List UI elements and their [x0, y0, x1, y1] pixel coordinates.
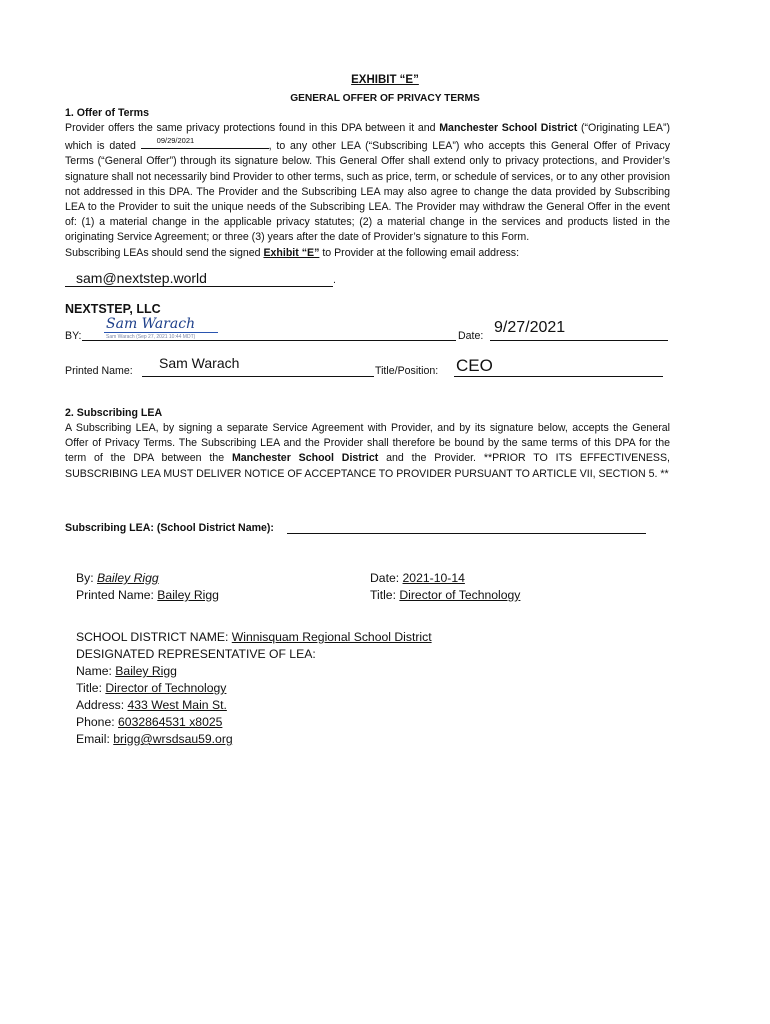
- dated-field: [141, 136, 269, 149]
- section2-heading: 2. Subscribing LEA: [65, 407, 163, 419]
- provider-date-line: [490, 340, 668, 341]
- manchester-district-name: Manchester School District: [231, 452, 379, 465]
- provider-signature-line: [82, 340, 456, 341]
- section1-heading: 1. Offer of Terms: [65, 107, 149, 119]
- provider-title-line: [454, 376, 663, 377]
- provider-printed-name-label: Printed Name:: [65, 365, 133, 377]
- subscriber-signature: Bailey Rigg: [97, 571, 159, 585]
- school-district-name: SCHOOL DISTRICT NAME: Winnisquam Regional School District: [76, 630, 432, 644]
- representative-title: Title: Director of Technology: [76, 681, 227, 695]
- exhibit-e-reference: Exhibit “E”: [263, 246, 320, 259]
- subscriber-title-value: Director of Technology: [399, 588, 521, 602]
- representative-name-value: Bailey Rigg: [115, 664, 177, 678]
- offer-of-terms-paragraph: Provider offers the same privacy protections found in this DPA between it and Manchester School District (“Originating LEA”) which is dated 09/29/2021 , to any other LEA (“Subscribing LEA”) who accepts this General Offer of Privacy Terms (“General Offer”) through its signature below. This General Offer shall extend only to privacy protections, and Provider’s signature shall not necessarily bind Provider to other terms, such as price, term, or schedule of services, or to any other provision not addressed in this DPA. The Provider and the Subscribing LEA may also agree to change the data provided by Subscribing LEA to the Provider to suit the unique needs of the Subscribing LEA. The Provider may withdraw the General Offer in the event of: (1) a material change in the applicable privacy statutes; (2) a material change in the services and products listed in the originating Service Agreement; or three (3) years after the date of Provider’s signature to this Form. Subscribing LEAs should send the signed Exhibit “E” to Provider at the following email address:: [65, 122, 671, 259]
- provider-title-label: Title/Position:: [375, 365, 439, 377]
- school-district-name-value: Winnisquam Regional School District: [231, 630, 432, 644]
- provider-by-label: BY:: [65, 330, 82, 342]
- representative-email-value: brigg@wrsdsau59.org: [113, 732, 233, 746]
- subscriber-title: Title: Director of Technology: [370, 588, 521, 602]
- subscribing-lea-label: Subscribing LEA: (School District Name):: [65, 522, 274, 534]
- representative-address: Address: 433 West Main St.: [76, 698, 227, 712]
- subscriber-printed-name: Printed Name: Bailey Rigg: [76, 588, 219, 602]
- dated-value: 09/29/2021: [156, 136, 195, 146]
- subscriber-printed-name-value: Bailey Rigg: [157, 588, 219, 602]
- subscriber-by: By: Bailey Rigg: [76, 571, 159, 585]
- representative-address-value: 433 West Main St.: [127, 698, 227, 712]
- representative-name: Name: Bailey Rigg: [76, 664, 177, 678]
- representative-phone-value: 6032864531 x8025: [118, 715, 223, 729]
- provider-date-label: Date:: [458, 330, 484, 342]
- representative-email: Email: brigg@wrsdsau59.org: [76, 732, 233, 746]
- subscribing-lea-paragraph: A Subscribing LEA, by signing a separate Service Agreement with Provider, and by its signature below, accepts the General Offer of Privacy Terms. The Subscribing LEA and the Provider shall therefore be bound by the same terms of this DPA for the term of the DPA between the Manchester School District and the Provider. **PRIOR TO ITS EFFECTIVENESS, SUBSCRIBING LEA MUST DELIVER NOTICE OF ACCEPTANCE TO PROVIDER PURSUANT TO ARTICLE VII, SECTION 5. **: [65, 422, 670, 480]
- provider-title-value: CEO: [456, 356, 493, 375]
- subscriber-date-value: 2021-10-14: [402, 571, 465, 585]
- subscribing-lea-line: [287, 533, 646, 534]
- subscriber-date: Date: 2021-10-14: [370, 571, 465, 585]
- exhibit-title: EXHIBIT “E”: [351, 74, 419, 86]
- document-subtitle: GENERAL OFFER OF PRIVACY TERMS: [290, 93, 480, 104]
- designated-representative-label: DESIGNATED REPRESENTATIVE OF LEA:: [76, 647, 316, 661]
- provider-company-name: NEXTSTEP, LLC: [65, 302, 161, 316]
- provider-signature: Sam Warach: [106, 316, 196, 332]
- email-underline: [65, 286, 333, 287]
- provider-printed-name-line: [142, 376, 374, 377]
- originating-district-name: Manchester School District: [439, 122, 578, 134]
- representative-phone: Phone: 6032864531 x8025: [76, 715, 223, 729]
- provider-email-value: sam@nextstep.world: [76, 270, 207, 286]
- representative-title-value: Director of Technology: [105, 681, 227, 695]
- provider-date-value: 9/27/2021: [494, 319, 566, 336]
- provider-signature-caption: Sam Warach (Sep 27, 2021 10:44 MDT): [106, 334, 196, 340]
- provider-printed-name-value: Sam Warach: [159, 355, 240, 371]
